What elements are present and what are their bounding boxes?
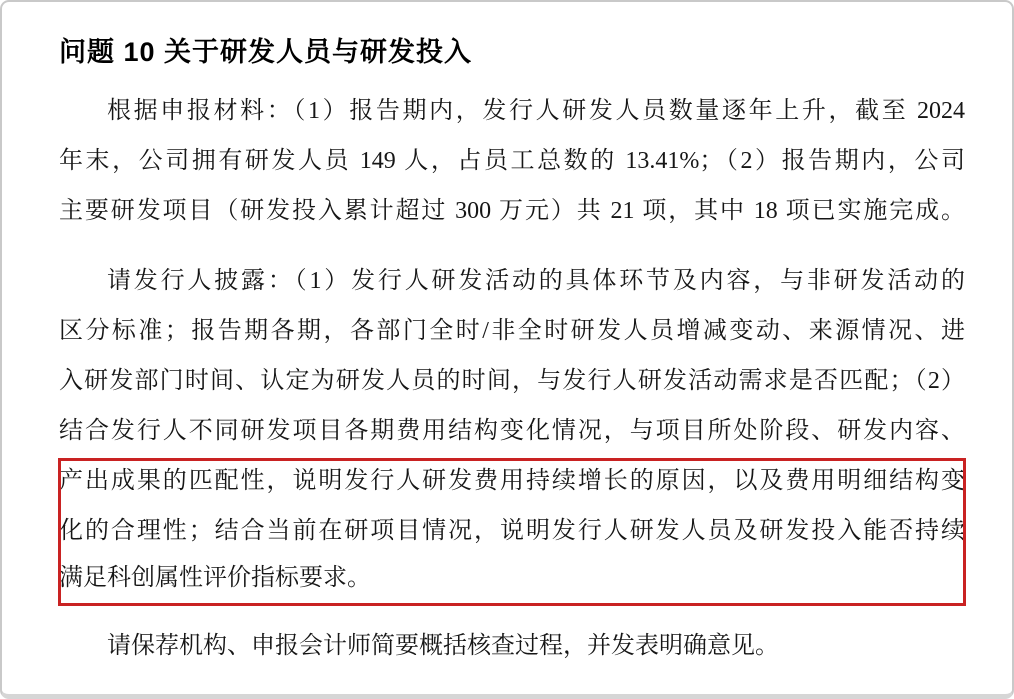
text-line: 区分标准；报告期各期，各部门全时/非全时研发人员增减变动、来源情况、进 — [59, 318, 965, 344]
text-line: 化的合理性；结合当前在研项目情况，说明发行人研发人员及研发投入能否持续 — [59, 518, 965, 544]
text-line: 产出成果的匹配性，说明发行人研发费用持续增长的原因，以及费用明细结构变 — [59, 468, 965, 494]
text-line: 根据申报材料：（1）报告期内，发行人研发人员数量逐年上升，截至 2024 — [107, 98, 965, 124]
text-line: 请保荐机构、申报会计师简要概括核查过程，并发表明确意见。 — [107, 633, 779, 659]
text-line: 入研发部门时间、认定为研发人员的时间，与发行人研发活动需求是否匹配；（2） — [59, 368, 965, 394]
text-line: 满足科创属性评价指标要求。 — [59, 565, 371, 591]
text-line: 年末，公司拥有研发人员 149 人，占员工总数的 13.41%；（2）报告期内，公司 — [59, 148, 965, 174]
text-line: 主要研发项目（研发投入累计超过 300 万元）共 21 项，其中 18 项已实施完成。 — [59, 198, 965, 224]
section-title: 问题 10 关于研发人员与研发投入 — [59, 37, 473, 67]
text-line: 请发行人披露：（1）发行人研发活动的具体环节及内容，与非研发活动的 — [107, 268, 965, 294]
text-line: 结合发行人不同研发项目各期费用结构变化情况，与项目所处阶段、研发内容、 — [59, 418, 965, 444]
